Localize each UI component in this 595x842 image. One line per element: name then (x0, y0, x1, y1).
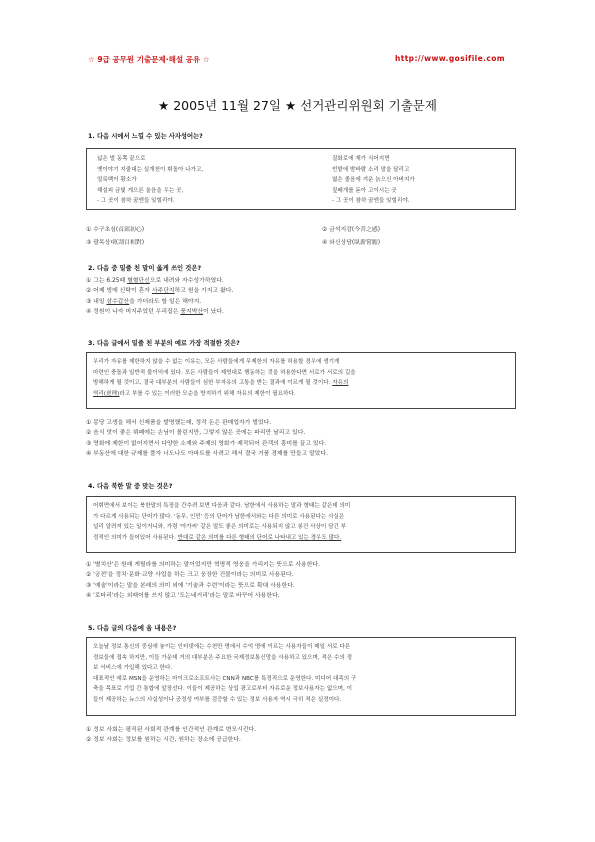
q1-option-2[interactable]: ② 금석지감(今昔之感) (322, 227, 381, 233)
poem-line: - 그 곳이 참하 꿈엔들 잊힐리야. (332, 198, 410, 205)
passage-line: 어휘면에서 보이는 북한말의 특징을 간추려 보면 다음과 같다. 남한에서 사용하는 말과 형태는 같은데 의미 (93, 503, 351, 509)
option-text: ① 그는 6.25때 (86, 278, 128, 284)
q4-option-1[interactable]: ① '별치산'은 원래 게릴라를 의미하는 말이었지만 혁명적 영웅을 가리키는 뜻으로 사용한다. (86, 562, 320, 568)
q2-options (86, 276, 233, 318)
poem-line: 얼룩백이 황소가 (97, 177, 137, 184)
passage-line: 가 다르게 사용되는 단어가 많다. '동무, 인민' 등의 단어가 남한에서와는 다른 의미로 사용된다는 사실은 (93, 513, 345, 520)
passage-line: 축을 목표로 기업 간 통합에 앞장선다. 이들이 제공하는 상업 광고로부터 자유로운 정보사용자는 없으며, 이 (93, 686, 353, 693)
q1-option-4[interactable]: ④ 와신상담(臥薪嘗膽) (322, 240, 381, 246)
passage-text: 정적인 의미가 들어있어 사용된다. (93, 534, 178, 541)
underlined-phrase: 역리(逆理) (93, 390, 120, 397)
q2-option-3[interactable] (86, 297, 233, 307)
poem-right-column (332, 154, 415, 207)
question-3: 3. 다음 글에서 밑줄 친 부분의 예로 가장 적절한 것은? (88, 340, 240, 347)
header-left-text: ☆ 9급 공무원 기출문제·해설 공유 ☆ (88, 55, 210, 64)
q3-option-3[interactable]: ③ 영화에 제한이 없어지면서 다양한 소재와 주제의 영화가 제작되어 관객의 흥미를 끌고 있다. (86, 440, 327, 447)
poem-line: 빈밭에 밤바람 소리 말을 달리고 (332, 166, 410, 173)
q1-option-3[interactable]: ③ 괄목상대(刮目相對) (86, 240, 145, 246)
q3-option-2[interactable]: ② 음식 맛이 좋은 뷔페에는 손님이 몰린지만, 그렇지 않은 곳에는 파리만 날리고 있다. (86, 430, 306, 437)
q2-option-1[interactable] (86, 276, 233, 286)
poem-line: - 그 곳이 참하 꿈엔들 잊힐리야. (97, 198, 175, 205)
passage-line: 들이 제공하는 뉴스의 사실성이나 공정성 여부를 검증할 수 있는 정보 사용자 역시 극히 적은 실정이다. (93, 696, 342, 703)
question-1: 1. 다음 시에서 느낄 수 있는 사자성어는? (88, 133, 203, 140)
passage-line (93, 378, 509, 389)
page-title: ★ 2005년 11월 27일 ★ 선거관리위원회 기출문제 (158, 98, 437, 113)
q3-passage-box (86, 352, 516, 409)
q1-option-1[interactable]: ① 수구초심(首邱初心) (86, 227, 145, 233)
question-2: 2. 다음 중 밑줄 친 말이 옳게 쓰인 것은? (88, 265, 202, 272)
q3-option-1[interactable]: ① 몽당 고생을 해서 신제품을 발명했는데, 정작 돈은 판매업자가 벌었다. (86, 420, 272, 426)
q4-option-4[interactable]: ④ '로타리'라는 외래어를 쓰지 않고 '도는네거리'라는 말로 바꾸어 사용한다. (86, 593, 280, 600)
passage-text: 방해하게 될 것이고, 결국 대부분의 사람들이 심한 부자유의 고통을 받는 결과에 이르게 될 것이다. (93, 380, 331, 387)
passage-line (93, 533, 509, 544)
q2-option-2[interactable] (86, 286, 233, 296)
option-text: ④ 정원이 나자 머지주었던 우리집은 (86, 309, 181, 316)
q5-options (86, 725, 256, 746)
option-text: 하고 원을 가지고 왔다. (174, 288, 234, 295)
header-url-link[interactable]: http://www.gosifile.com (394, 54, 505, 63)
poem-line: 질화로에 재가 식어지면 (332, 156, 390, 162)
question-4: 4. 다음 북한 말 중 맞는 것은? (88, 483, 173, 490)
passage-line: 보 서비스에 가입해 있다고 한다. (93, 665, 173, 672)
passage-line: 오늘날 정보 통신의 중심에 놓이는 인터넷에는 수천만 명에서 수억 명에 이르는 사용자들이 매일 서로 다른 (93, 644, 351, 650)
underlined-word: 혈혈단신 (127, 278, 150, 284)
option-text: 으로 내려와 자수성가하였다. (149, 278, 224, 284)
passage-line: 대표적인 예로 MSN을 운영하는 마이크로소프트사는 CNN과 NBC를 특정적으로 운영한다. 미디어 대족의 구 (93, 675, 357, 682)
poem-line: 짚베개를 돋아 고이시는 곳 (332, 187, 397, 194)
underlined-phrase: 자유의 (332, 380, 349, 387)
option-text: ② 어제 빙에 신탁이 혼자 (86, 288, 152, 295)
passage-line: 정보들에 접속 하지만, 이들 가운데 거의 대부분은 주요한 국제정보통신망을 사용하고 있으며, 적은 수의 정 (93, 654, 353, 661)
q3-option-4[interactable]: ④ 부동산에 대한 규제를 풀자 너도나도 아파트를 사려고 해서 결국 거품 경제를 만들고 말았다. (86, 451, 329, 458)
poem-line: 넓은 벌 동쪽 끝으로 (97, 156, 146, 162)
question-5: 5. 다음 글의 다음에 올 내용은? (88, 625, 177, 632)
q4-option-2[interactable]: ② '궁전'을 정치·문화·교양 사업을 하는 크고 웅장한 건물이라는 의미로 사용된다. (86, 572, 294, 579)
underlined-phrase: 반대로 같은 의미를 다른 형태의 단어로 나타내고 있는 경우도 많다. (177, 534, 342, 541)
poem-line: 옛이야기 지줄대는 실개천이 휘돌아 나가고, (97, 166, 204, 173)
passage-line: 마련인 충돌과 일반적 불이익에 있다. 모든 사람들이 제멋대로 행동하는 것을 허용한다면 서로가 서로의 길을 (93, 369, 356, 376)
underlined-word: 삼수갑산 (106, 298, 130, 305)
passage-text: 라고 부를 수 있는 이러한 모순을 방지하기 위해 자유의 제한이 필요하다. (119, 390, 296, 397)
q3-options (86, 418, 328, 460)
poem-line: 해설피 금빛 게으른 울음을 우는 곳, (97, 187, 184, 194)
option-text: 을 가더라도 할 일은 해야지. (129, 298, 202, 305)
q4-options (86, 560, 320, 602)
q2-option-4[interactable] (86, 307, 233, 317)
poem-line: 엷은 졸음에 겨운 늙으신 아버지가 (332, 177, 415, 184)
q4-option-3[interactable]: ③ '예술'이라는 말을 본래의 의미 외에 '기술과 수련'이라는 뜻으로 확대 사용한다. (86, 582, 295, 589)
option-text: 이 났다. (203, 309, 224, 316)
underlined-word: 사주단지 (151, 288, 175, 295)
q1-poem-box (86, 148, 516, 210)
underlined-word: 풍지박산 (180, 309, 204, 316)
passage-line: 널리 알려져 있는 일이거니와, 가령 '아가씨' 같은 말도 좋은 의미로는 사용되지 않고 봉건 사상이 담긴 부 (93, 524, 347, 531)
option-text: ③ 내일 (86, 298, 107, 305)
passage-line (93, 389, 509, 400)
poem-left-column (97, 154, 203, 207)
q5-passage-box (86, 637, 516, 716)
q4-passage-box (86, 496, 516, 553)
q5-option-1[interactable]: ① 정보 사회는 평직된 사회적 관계를 인간적인 관계로 변모시킨다. (86, 727, 257, 733)
passage-line: 우리가 자유를 제한하지 않을 수 없는 이유는, 모든 사람들에게 무제한의 자유를 허용할 경우에 생기게 (93, 359, 340, 365)
q5-option-2[interactable]: ② 정보 사회는 정보를 원하는 시간, 원하는 장소에 공급한다. (86, 737, 241, 744)
